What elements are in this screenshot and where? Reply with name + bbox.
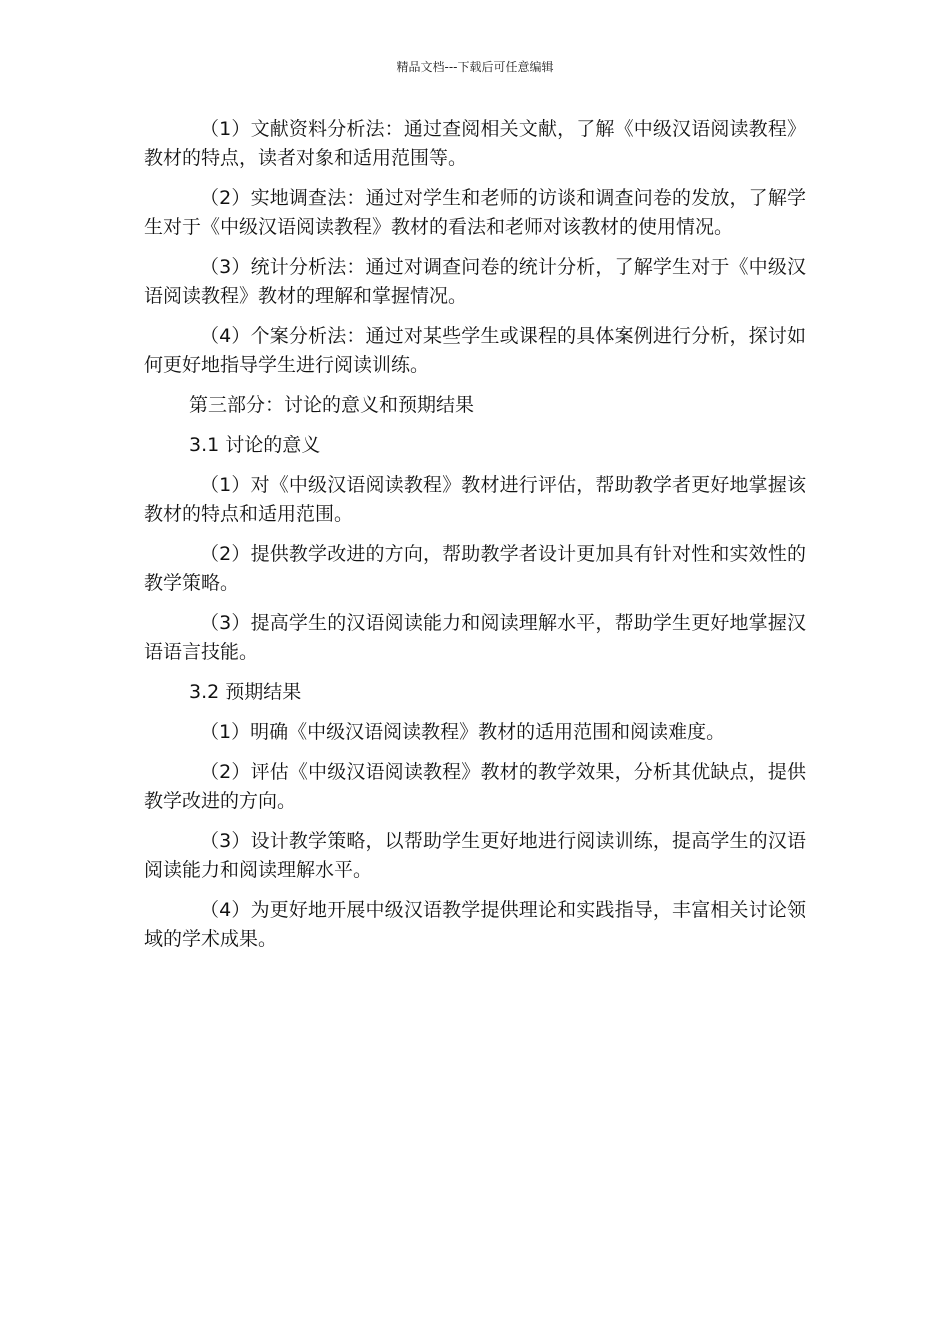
subsection-heading-3-2: 3.2 预期结果 <box>189 681 302 703</box>
section-heading-part3: 第三部分：讨论的意义和预期结果 <box>189 394 475 416</box>
expected-result-1: （1）明确《中级汉语阅读教程》教材的适用范围和阅读难度。 <box>200 721 726 743</box>
method-literature-paragraph: （1）文献资料分析法：通过查阅相关文献，了解《中级汉语阅读教程》教材的特点，读者对象和适用范围等。 <box>144 118 806 169</box>
significance-item-1: （1）对《中级汉语阅读教程》教材进行评估，帮助教学者更好地掌握该教材的特点和适用范围。 <box>144 474 806 525</box>
document-body <box>144 115 806 965</box>
subsection-heading-3-1: 3.1 讨论的意义 <box>189 434 321 456</box>
page-header: 精品文档---下载后可任意编辑 <box>396 60 554 74</box>
method-statistics-paragraph: （3）统计分析法：通过对调查问卷的统计分析，了解学生对于《中级汉语阅读教程》教材的理解和掌握情况。 <box>144 256 806 307</box>
significance-item-2: （2）提供教学改进的方向，帮助教学者设计更加具有针对性和实效性的教学策略。 <box>144 543 806 594</box>
expected-result-2: （2）评估《中级汉语阅读教程》教材的教学效果，分析其优缺点，提供教学改进的方向。 <box>144 761 806 812</box>
expected-result-3: （3）设计教学策略，以帮助学生更好地进行阅读训练，提高学生的汉语阅读能力和阅读理解水平。 <box>144 830 806 881</box>
method-case-study-paragraph: （4）个案分析法：通过对某些学生或课程的具体案例进行分析，探讨如何更好地指导学生进行阅读训练。 <box>144 325 806 376</box>
expected-result-4: （4）为更好地开展中级汉语教学提供理论和实践指导，丰富相关讨论领域的学术成果。 <box>144 899 806 950</box>
method-field-survey-paragraph: （2）实地调查法：通过对学生和老师的访谈和调查问卷的发放，了解学生对于《中级汉语阅读教程》教材的看法和老师对该教材的使用情况。 <box>144 187 806 238</box>
significance-item-3: （3）提高学生的汉语阅读能力和阅读理解水平，帮助学生更好地掌握汉语语言技能。 <box>144 612 806 663</box>
